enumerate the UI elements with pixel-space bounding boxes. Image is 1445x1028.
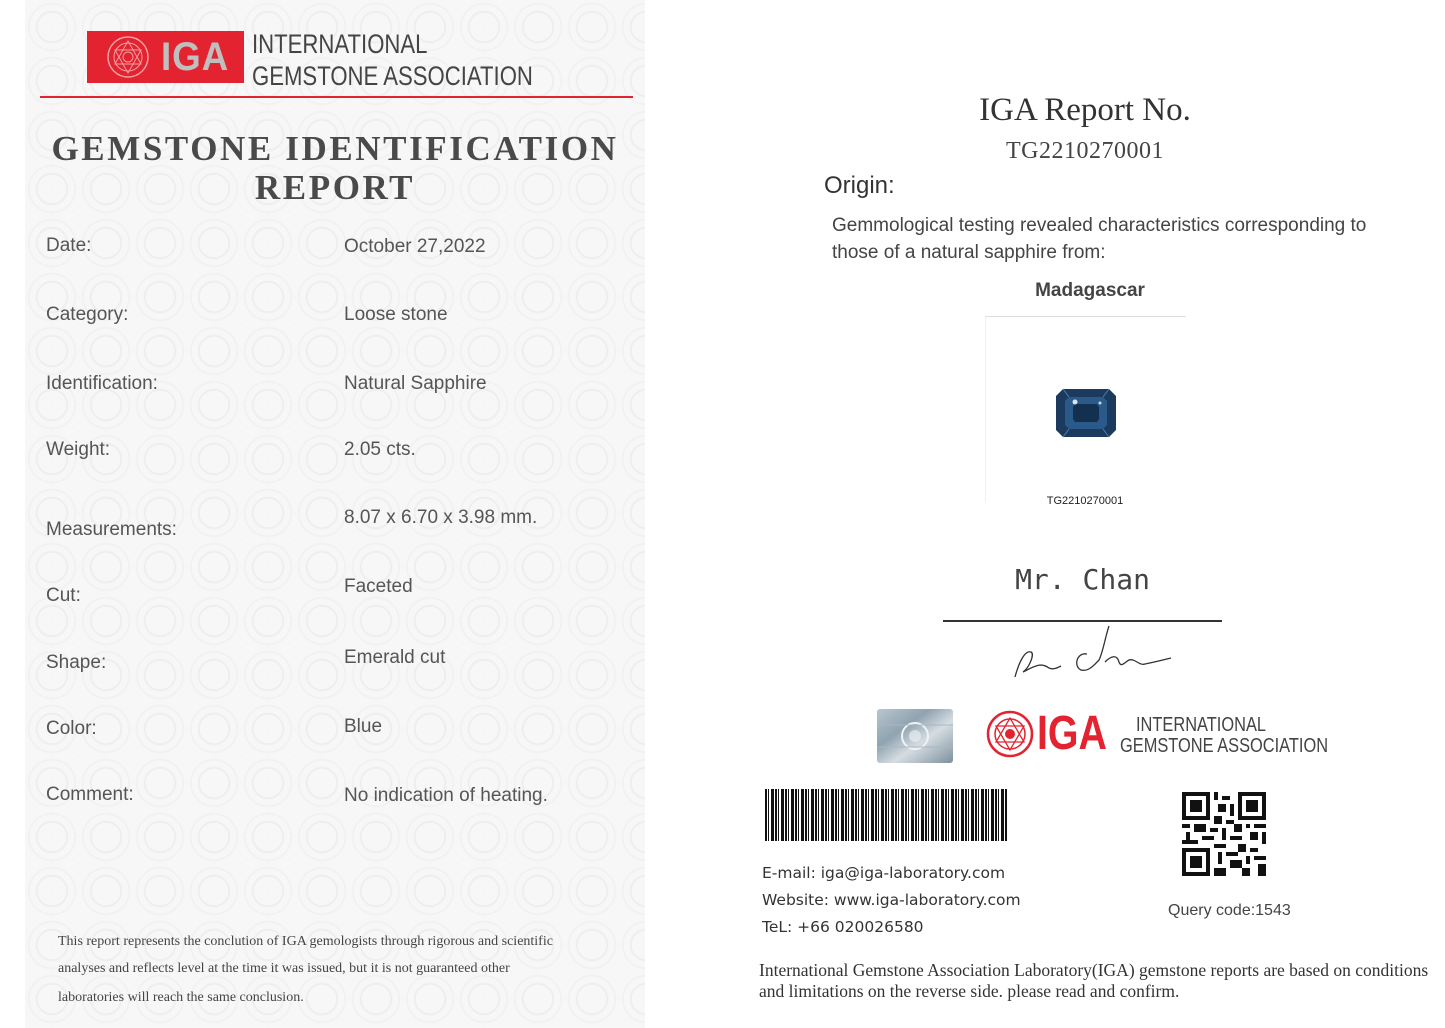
report-number-heading: IGA Report No. <box>979 92 1191 128</box>
field-value-shape: Emerald cut <box>344 647 446 668</box>
barcode-icon <box>765 789 1008 841</box>
qr-code-icon <box>1182 792 1266 876</box>
handwritten-signature <box>1005 622 1175 682</box>
field-value-cut: Faceted <box>344 576 413 597</box>
origin-label: Origin: <box>824 172 895 199</box>
field-label-shape: Shape: <box>46 652 107 673</box>
disclaimer-line-2: analyses and reflects level at the time it was issued, but it is not guaranteed other <box>58 961 510 976</box>
field-value-identification: Natural Sapphire <box>344 373 487 394</box>
report-title-line2: REPORT <box>254 168 416 207</box>
hologram-sticker-icon <box>877 709 953 763</box>
org-name-small-line2: GEMSTONE ASSOCIATION <box>1120 735 1329 757</box>
footer-note: International Gemstone Association Laboratory(IGA) gemstone reports are based on conditions and limitations on the reverse side. please read and confirm. <box>759 960 1429 1001</box>
field-value-comment: No indication of heating. <box>344 785 548 806</box>
photo-caption: TG2210270001 <box>1046 495 1124 507</box>
report-number: TG2210270001 <box>1006 138 1164 164</box>
contact-phone: TeL: +66 020026580 <box>762 918 924 936</box>
origin-description: Gemmological testing revealed characteristics corresponding to those of a natural sapphire from: <box>832 215 1367 263</box>
iga-logo-badge <box>87 31 244 83</box>
field-label-identification: Identification: <box>46 373 158 394</box>
field-label-weight: Weight: <box>46 439 111 460</box>
field-label-color: Color: <box>46 718 97 739</box>
disclaimer-line-1: This report represents the conclution of IGA gemologists through rigorous and scientific <box>58 934 553 949</box>
signer-name: Mr. Chan <box>1015 563 1150 596</box>
field-value-weight: 2.05 cts. <box>344 439 416 460</box>
field-label-category: Category: <box>46 304 129 325</box>
org-name-small-line1: INTERNATIONAL <box>1136 714 1267 736</box>
field-value-measurements: 8.07 x 6.70 x 3.98 mm. <box>344 507 538 528</box>
sapphire-gem-icon <box>1055 388 1117 438</box>
contact-website: Website: www.iga-laboratory.com <box>762 891 1021 909</box>
query-code: Query code:1543 <box>1168 902 1291 919</box>
origin-country: Madagascar <box>1035 280 1145 301</box>
field-label-cut: Cut: <box>46 585 81 606</box>
iga-seal-icon <box>106 35 150 79</box>
field-label-comment: Comment: <box>46 784 134 805</box>
field-value-category: Loose stone <box>344 304 448 325</box>
logo-abbrev-small: IGA <box>1037 707 1107 760</box>
disclaimer-line-3: laboratories will reach the same conclusion. <box>58 990 304 1005</box>
field-value-date: October 27,2022 <box>344 236 486 257</box>
logo-abbrev: IGA <box>160 34 230 79</box>
header-divider <box>40 96 633 98</box>
iga-seal-small-icon <box>986 710 1034 758</box>
org-name-line2: GEMSTONE ASSOCIATION <box>252 61 533 91</box>
field-label-measurements: Measurements: <box>46 519 177 540</box>
report-title-line1: GEMSTONE IDENTIFICATION <box>51 129 619 168</box>
org-name-line1: INTERNATIONAL <box>252 29 428 59</box>
field-value-color: Blue <box>344 716 383 737</box>
contact-email: E-mail: iga@iga-laboratory.com <box>762 864 1006 882</box>
field-label-date: Date: <box>46 235 92 256</box>
